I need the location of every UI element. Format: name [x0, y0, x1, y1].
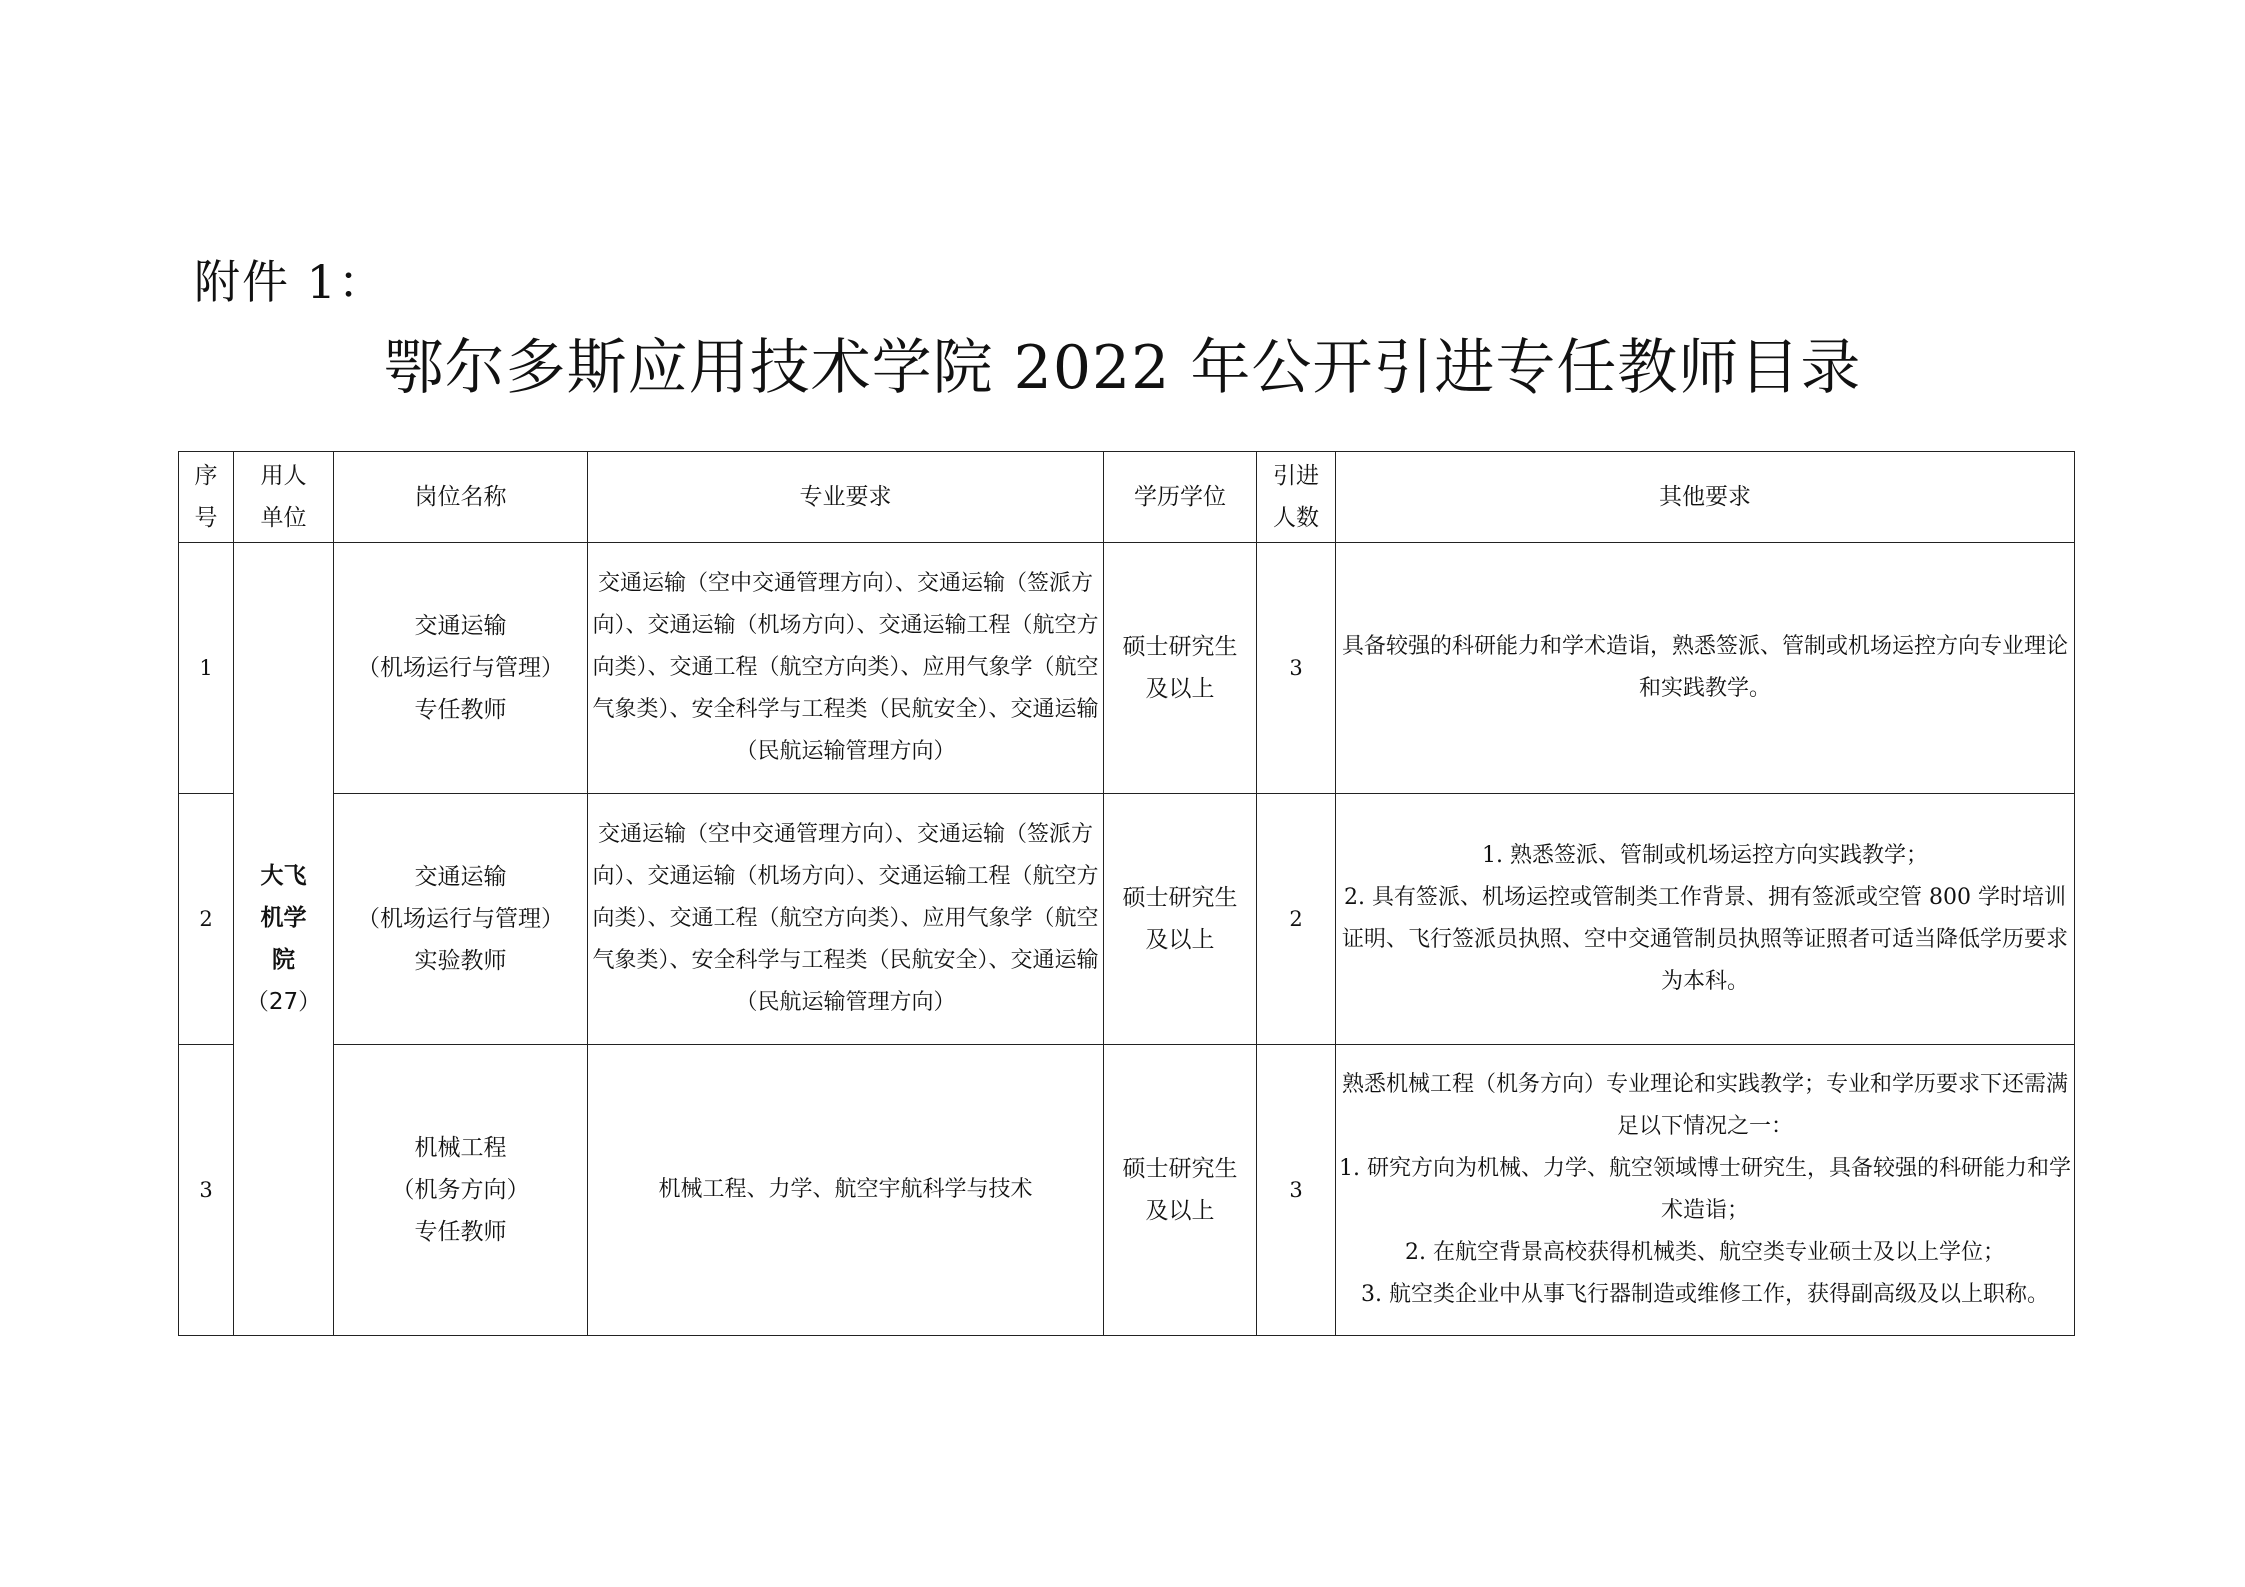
header-other: 其他要求 — [1336, 452, 2075, 543]
major-requirement-cell: 交通运输（空中交通管理方向）、交通运输（签派方向）、交通运输（机场方向）、交通运输工程（航空方向类）、交通工程（航空方向类）、应用气象学（航空气象类）、安全科学与工程类（民航安全）、交通运输（民航运输管理方向） — [588, 543, 1104, 794]
row-seq: 1 — [179, 543, 234, 794]
employer-unit-cell — [234, 543, 334, 1336]
post-name-cell: 机械工程 （机务方向） 专任教师 — [334, 1045, 588, 1336]
headcount-cell: 2 — [1257, 794, 1336, 1045]
unit-name-line: 院 — [272, 947, 295, 973]
header-count: 引进 人数 — [1257, 452, 1336, 543]
major-requirement-cell: 交通运输（空中交通管理方向）、交通运输（签派方向）、交通运输（机场方向）、交通运输工程（航空方向类）、交通工程（航空方向类）、应用气象学（航空气象类）、安全科学与工程类（民航安全）、交通运输（民航运输管理方向） — [588, 794, 1104, 1045]
degree-cell: 硕士研究生 及以上 — [1104, 1045, 1257, 1336]
table-row — [179, 1045, 2075, 1336]
header-major: 专业要求 — [588, 452, 1104, 543]
post-name-cell: 交通运输 （机场运行与管理） 实验教师 — [334, 794, 588, 1045]
unit-name-line: 机学 — [260, 905, 307, 931]
other-requirement-cell: 具备较强的科研能力和学术造诣，熟悉签派、管制或机场运控方向专业理论和实践教学。 — [1336, 543, 2075, 794]
table-header-row — [179, 452, 2075, 543]
row-seq: 3 — [179, 1045, 234, 1336]
header-post: 岗位名称 — [334, 452, 588, 543]
post-name-cell: 交通运输 （机场运行与管理） 专任教师 — [334, 543, 588, 794]
unit-headcount: （27） — [245, 989, 322, 1015]
unit-name-line: 大飞 — [260, 863, 307, 889]
degree-cell: 硕士研究生 及以上 — [1104, 543, 1257, 794]
other-requirement-cell: 熟悉机械工程（机务方向）专业理论和实践教学；专业和学历要求下还需满足以下情况之一： 1. 研究方向为机械、力学、航空领域博士研究生，具备较强的科研能力和学术造诣； 2. 在航空背景高校获得机械类、航空类专业硕士及以上学位； 3. 航空类企业中从事飞行器制造或维修工作，获得副高级及以上职称。 — [1336, 1045, 2075, 1336]
header-seq: 序 号 — [179, 452, 234, 543]
page-title: 鄂尔多斯应用技术学院 2022 年公开引进专任教师目录 — [383, 333, 1862, 403]
other-requirement-cell: 1. 熟悉签派、管制或机场运控方向实践教学； 2. 具有签派、机场运控或管制类工作背景、拥有签派或空管 800 学时培训证明、飞行签派员执照、空中交通管制员执照等证照者可适当降低学历要求为本科。 — [1336, 794, 2075, 1045]
header-unit: 用人 单位 — [234, 452, 334, 543]
table-row — [179, 543, 2075, 794]
attachment-label: 附件 1： — [194, 255, 386, 309]
headcount-cell: 3 — [1257, 543, 1336, 794]
table-row — [179, 794, 2075, 1045]
degree-cell: 硕士研究生 及以上 — [1104, 794, 1257, 1045]
headcount-cell: 3 — [1257, 1045, 1336, 1336]
major-requirement-cell: 机械工程、力学、航空宇航科学与技术 — [588, 1045, 1104, 1336]
recruitment-table — [178, 451, 2075, 1336]
header-degree: 学历学位 — [1104, 452, 1257, 543]
row-seq: 2 — [179, 794, 234, 1045]
